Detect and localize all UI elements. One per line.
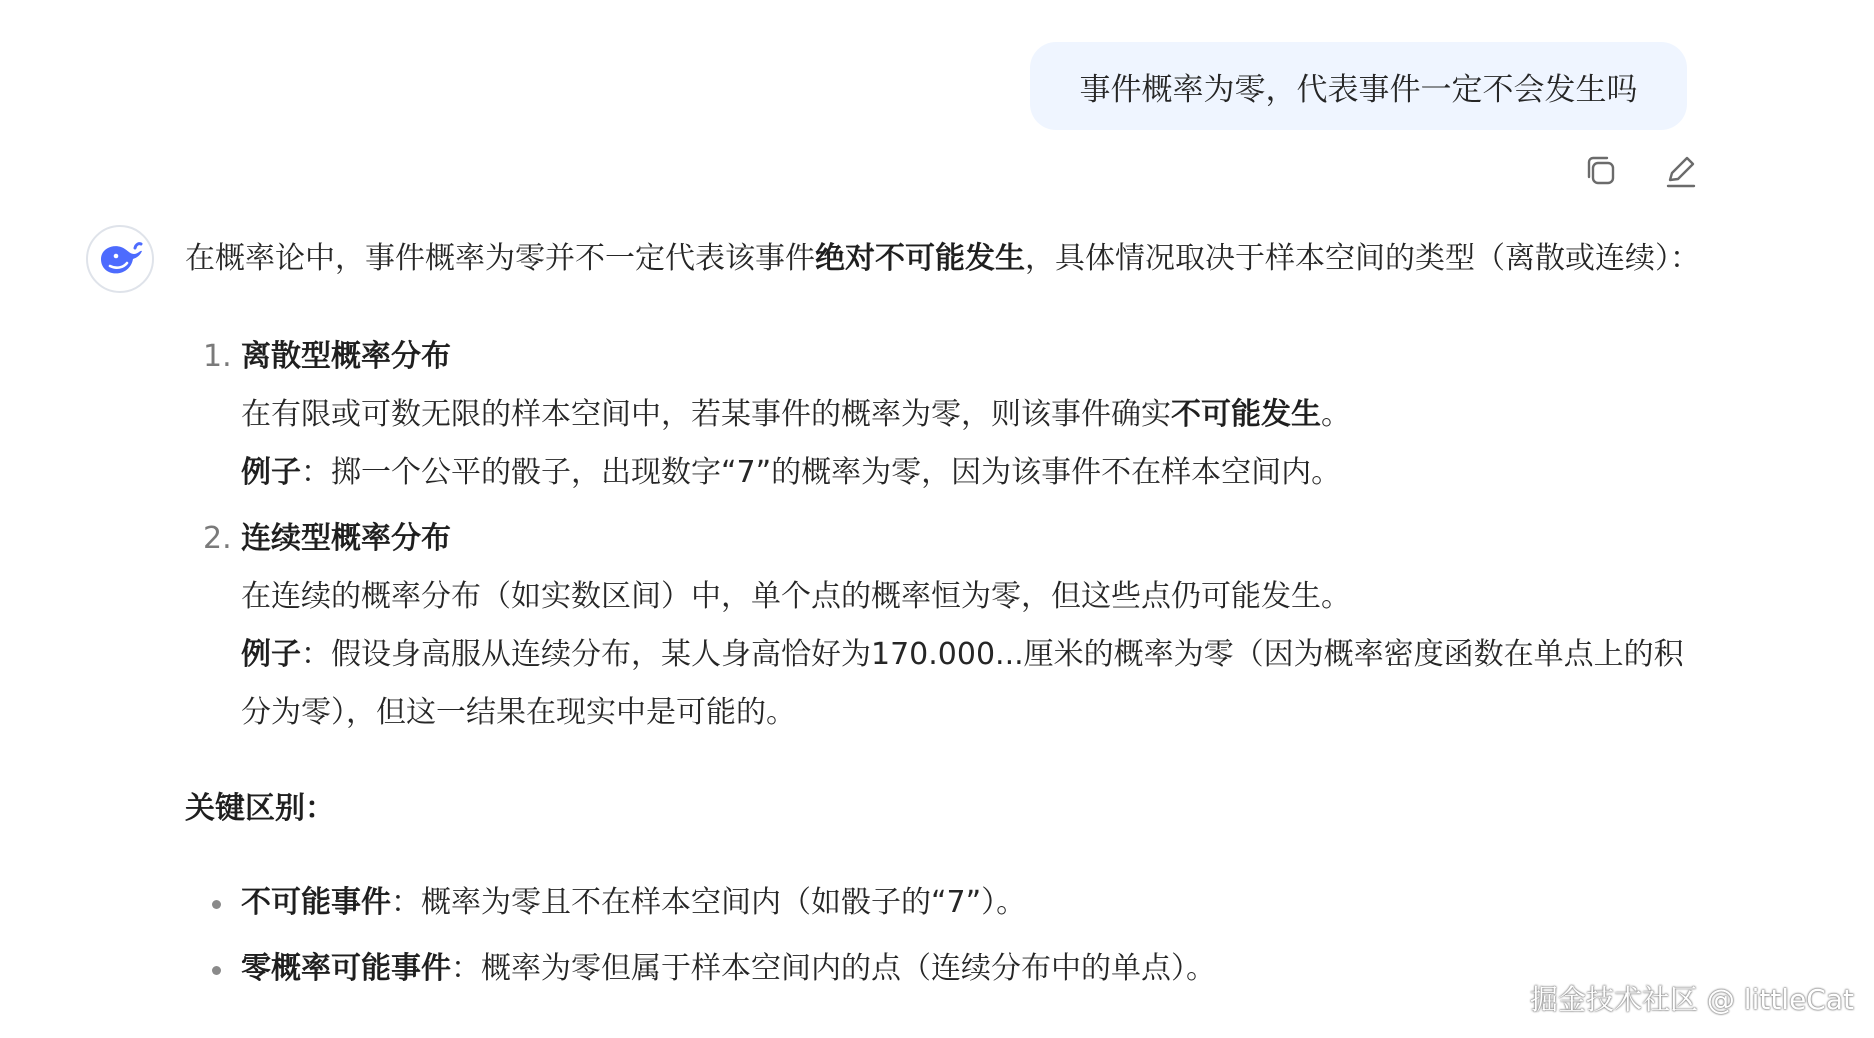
- user-message-text: 事件概率为零，代表事件一定不会发生吗: [1079, 71, 1638, 108]
- list-item: [185, 874, 1705, 932]
- deepseek-whale-icon: [96, 239, 144, 279]
- list-item-discrete: [185, 328, 1705, 502]
- example-text: ：假设身高服从连续分布，某人身高恰好为170.000...厘米的概率为零（因为概率密度函数在单点上的积分为零），但这一结果在现实中是可能的。: [241, 637, 1684, 730]
- user-message-bubble: [1030, 42, 1687, 130]
- bullet-bold: 零概率可能事件: [241, 951, 451, 986]
- bullet-bold: 不可能事件: [241, 885, 391, 920]
- intro-text-end: ，具体情况取决于样本空间的类型（离散或连续）：: [1025, 241, 1700, 276]
- edit-icon[interactable]: [1660, 150, 1702, 192]
- example-text: ：掷一个公平的骰子，出现数字“7”的概率为零，因为该事件不在样本空间内。: [301, 455, 1342, 490]
- key-differences-list: [185, 874, 1705, 998]
- description-text: 在连续的概率分布（如实数区间）中，单个点的概率恒为零，但这些点仍可能发生。: [241, 579, 1351, 614]
- message-actions: [1580, 150, 1702, 192]
- bullet-text: ：概率为零但属于样本空间内的点（连续分布中的单点）。: [451, 951, 1216, 986]
- item-title: 连续型概率分布: [241, 521, 451, 556]
- example-label: 例子: [241, 455, 301, 490]
- key-differences-heading: 关键区别：: [185, 791, 335, 826]
- list-item-continuous: [185, 510, 1705, 742]
- bullet-text: ：概率为零且不在样本空间内（如骰子的“7”）。: [391, 885, 1027, 920]
- bullet-dot: [212, 900, 221, 909]
- description-end: 。: [1321, 397, 1351, 432]
- intro-text: 在概率论中，事件概率为零并不一定代表该事件: [185, 241, 815, 276]
- list-number: 2.: [203, 521, 232, 556]
- copy-icon[interactable]: [1580, 150, 1622, 192]
- description-text: 在有限或可数无限的样本空间中，若某事件的概率为零，则该事件确实: [241, 397, 1171, 432]
- bullet-dot: [212, 966, 221, 975]
- item-example: [241, 626, 1705, 742]
- watermark: 掘金技术社区 @ littleCat: [1529, 983, 1854, 1016]
- item-title: 离散型概率分布: [241, 339, 451, 374]
- answer-intro: [185, 230, 1705, 288]
- item-example: [241, 444, 1705, 502]
- list-number: 1.: [203, 339, 232, 374]
- item-description: [241, 568, 1705, 626]
- distribution-list: [185, 328, 1705, 742]
- intro-bold-text: 绝对不可能发生: [815, 241, 1025, 276]
- list-item: [185, 940, 1705, 998]
- example-label: 例子: [241, 637, 301, 672]
- assistant-avatar: [86, 225, 154, 293]
- assistant-answer: [185, 230, 1705, 1006]
- description-bold: 不可能发生: [1171, 397, 1321, 432]
- item-description: [241, 386, 1705, 444]
